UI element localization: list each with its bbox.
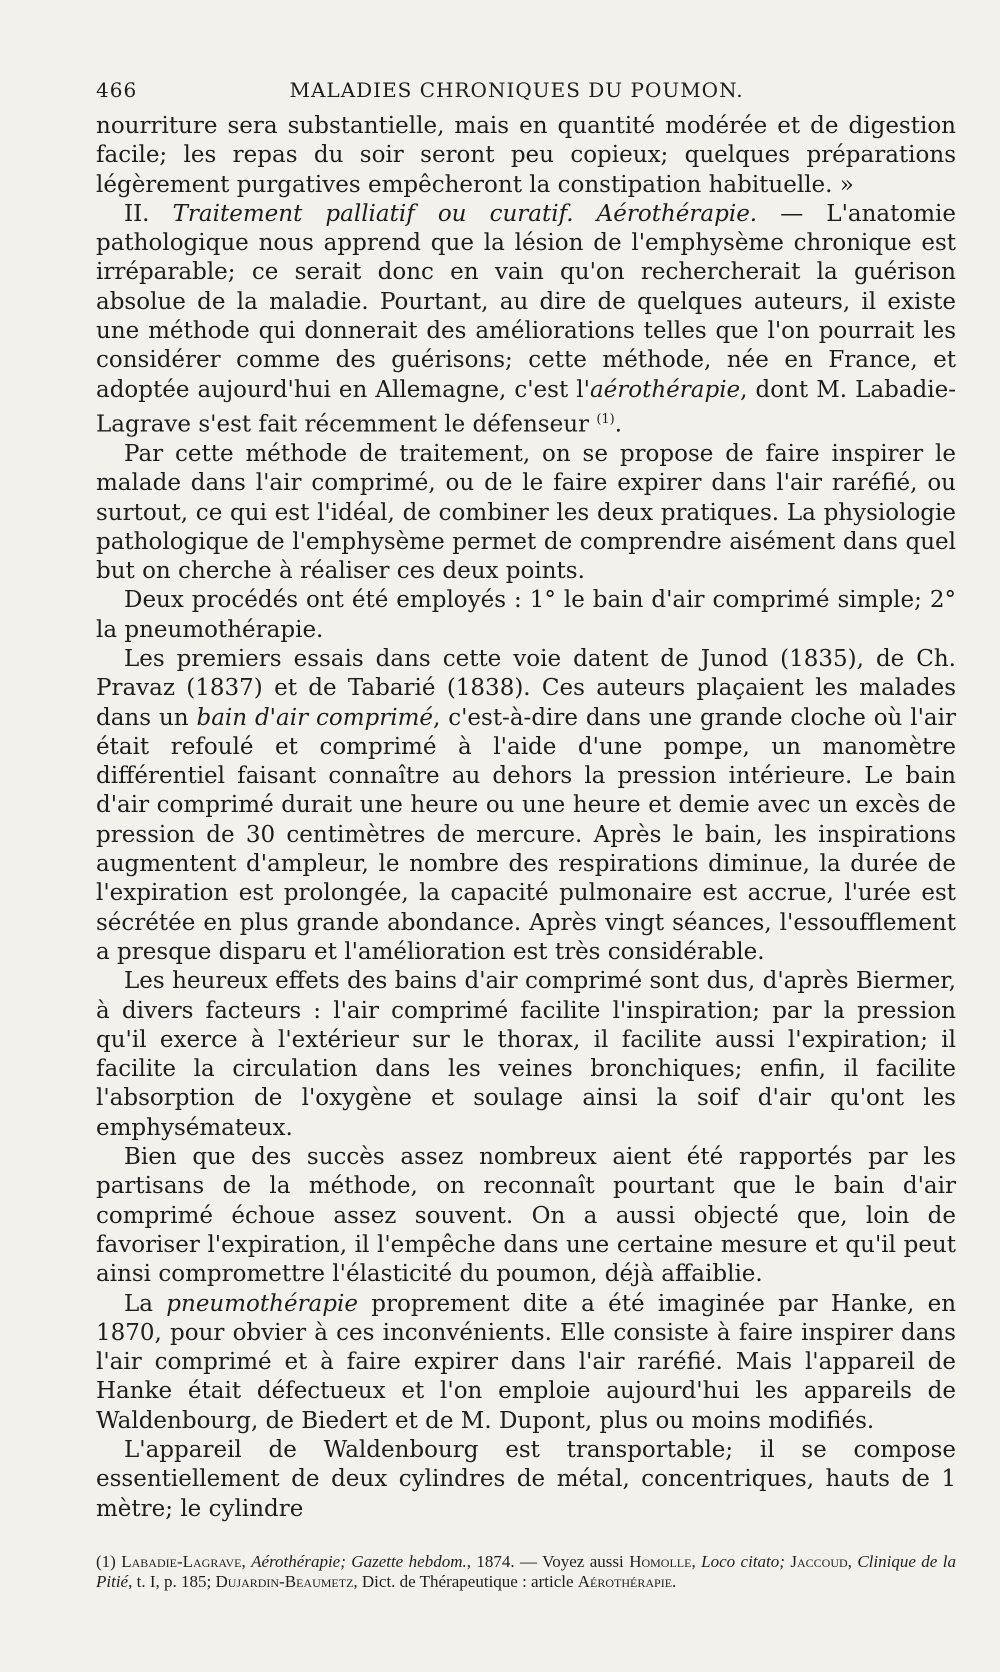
page-header bbox=[96, 78, 956, 102]
footnote: (1) Labadie-Lagrave, Aérothérapie; Gazette hebdom., 1874. — Voyez aussi Homolle, Loco citato; Jaccoud, Clinique de la Pitié, t. I, p. 185; Dujardin-Beaumetz, Dict. de Thérapeutique : article Aérothérapie. bbox=[96, 1551, 956, 1591]
paragraph-2: II. Traitement palliatif ou curatif. Aérothérapie. — L'anatomie pathologique nous apprend que la lésion de l'emphysème chronique est irréparable; ce serait donc en vain qu'on rechercherait la guérison absolue de la maladie. Pourtant, au dire de quelques auteurs, il existe une méthode qui donnerait des améliorations telles que l'on pourrait les considérer comme des guérisons; cette méthode, née en France, et adoptée aujourd'hui en Allemagne, c'est l'aérothérapie, dont M. Labadie-Lagrave s'est fait récemment le défenseur $^{(1)}$. bbox=[96, 200, 957, 438]
paragraph-7: Bien que des succès assez nombreux aient été rapportés par les partisans de la méthode, on reconnaît pourtant que le bain d'air comprimé échoue assez souvent. On a aussi objecté que, loin de favoriser l'expiration, il l'empêche dans une certaine mesure et qu'il peut ainsi compromettre l'élasticité du poumon, déjà affaiblie. bbox=[96, 1144, 956, 1288]
paragraph-5: Les premiers essais dans cette voie datent de Junod (1835), de Ch. Pravaz (1837) et de Tabarié (1838). Ces auteurs plaçaient les malades dans un bain d'air comprimé, c'est-à-dire dans une grande cloche où l'air était refoulé et comprimé à l'aide d'une pompe, un manomètre différentiel faisant connaître au dehors la pression intérieure. Le bain d'air comprimé durait une heure ou une heure et demie avec un excès de pression de 30 centimètres de mercure. Après le bain, les inspirations augmentent d'ampleur, le nombre des respirations diminue, la durée de l'expiration est prolongée, la capacité pulmonaire est accrue, l'urée est sécrétée en plus grande abondance. Après vingt séances, l'essoufflement a presque disparu et l'amélioration est très considérable. bbox=[96, 646, 956, 965]
paragraph-9: L'appareil de Waldenbourg est transportable; il se compose essentiellement de deux cylindres de métal, concentriques, hauts de 1 mètre; le cylindre bbox=[96, 1437, 956, 1522]
paragraph-8: La pneumothérapie proprement dite a été imaginée par Hanke, en 1870, pour obvier à ces inconvénients. Elle consiste à faire inspirer dans l'air comprimé et à faire expirer dans l'air raréfié. Mais l'appareil de Hanke était défectueux et l'on emploie aujourd'hui les appareils de Waldenbourg, de Biedert et de M. Dupont, plus ou moins modifiés. bbox=[96, 1290, 957, 1434]
footnote-marker: (1) bbox=[96, 1551, 116, 1571]
paragraph-1: nourriture sera substantielle, mais en quantité modérée et de digestion facile; les repas du soir seront peu copieux; quelques préparations légèrement purgatives empêcheront la constipation habituelle. » bbox=[96, 113, 956, 198]
paragraph-6: Les heureux effets des bains d'air comprimé sont dus, d'après Biermer, à divers facteurs : l'air comprimé facilite l'inspiration; par la pression qu'il exerce à l'extérieur sur le thorax, il facilite aussi l'expiration; il facilite la circulation dans les veines bronchiques; enfin, il facilite l'absorption de l'oxygène et soulage ainsi la soif d'air qu'ont les emphysémateux. bbox=[96, 968, 956, 1141]
footnote-ref: (1) bbox=[596, 411, 615, 427]
paragraph-3: Par cette méthode de traitement, on se propose de faire inspirer le malade dans l'air comprimé, ou de le faire expirer dans l'air raréfié, ou surtout, ce qui est l'idéal, de combiner les deux pratiques. La physiologie pathologique de l'emphysème permet de comprendre aisément dans quel but on cherche à réaliser ces deux points. bbox=[96, 440, 956, 585]
page-number: 466 bbox=[96, 78, 138, 102]
paragraph-4: Deux procédés ont été employés : 1° le bain d'air comprimé simple; 2° la pneumothérapie. bbox=[96, 587, 956, 643]
running-title: MALADIES CHRONIQUES DU POUMON. bbox=[289, 78, 744, 102]
body-text bbox=[96, 112, 956, 1524]
